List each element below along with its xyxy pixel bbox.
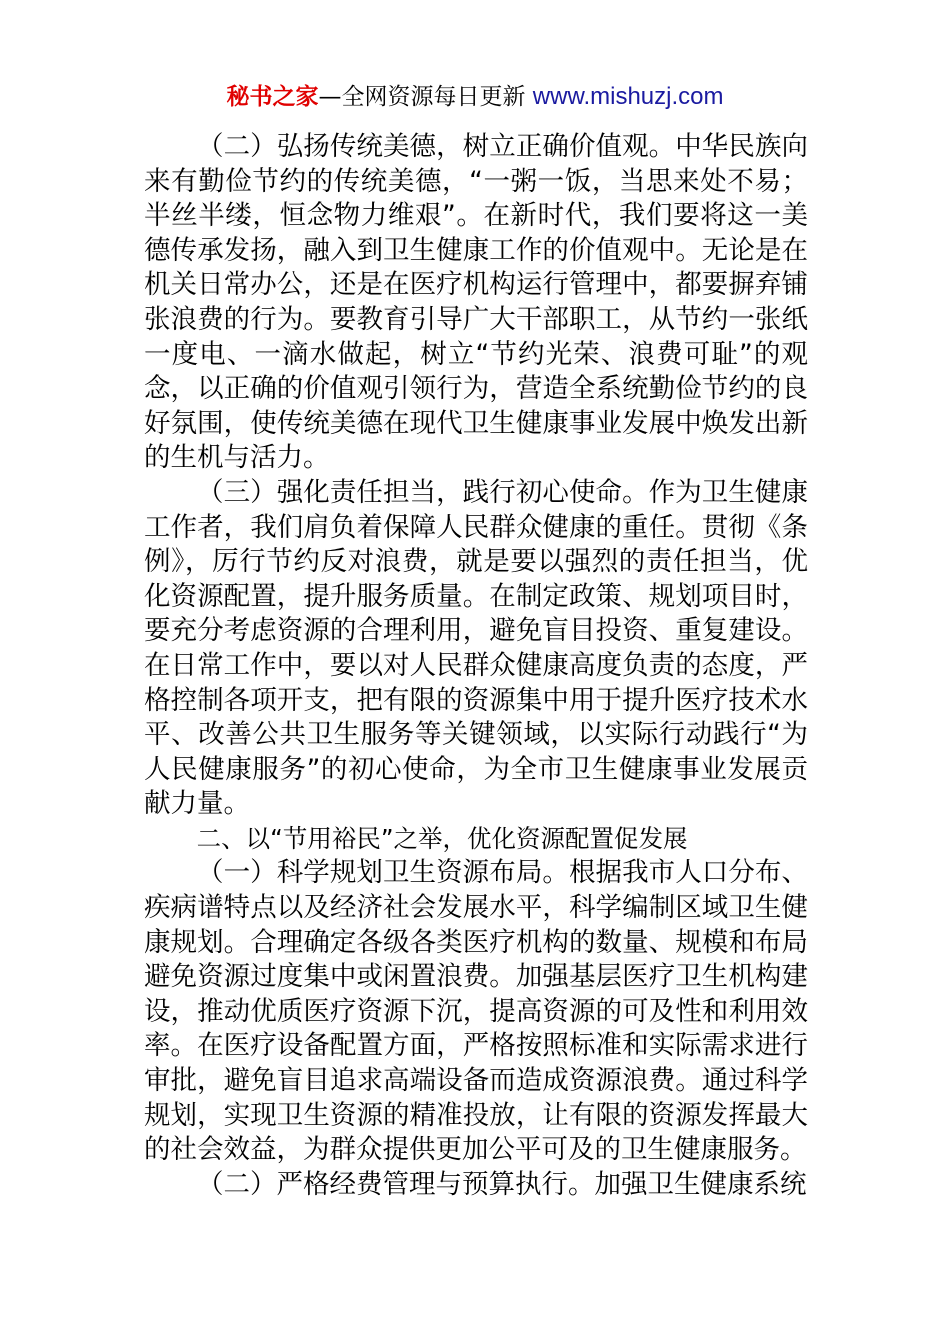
site-brand: 秘书之家	[226, 84, 319, 110]
paragraph: （一）科学规划卫生资源布局。根据我市人口分布、疾病谱特点以及经济社会发展水平，科学编制区域卫生健康规划。合理确定各级各类医疗机构的数量、规模和布局避免资源过度集中或闲置浪费。加强基层医疗卫生机构建设，推动优质医疗资源下沉，提高资源的可及性和利用效率。在医疗设备配置方面，严格按照标准和实际需求进行审批，避免盲目追求高端设备而造成资源浪费。通过科学规划，实现卫生资源的精准投放，让有限的资源发挥最大的社会效益，为群众提供更加公平可及的卫生健康服务。	[144, 857, 808, 1166]
site-tagline: —全网资源每日更新	[318, 84, 526, 110]
site-header	[0, 82, 950, 112]
paragraph: （二）严格经费管理与预算执行。加强卫生健康系统	[197, 1168, 807, 1200]
paragraph: （二）弘扬传统美德，树立正确价值观。中华民族向来有勤俭节约的传统美德，“一粥一饭，当思来处不易；半丝半缕，恒念物力维艰”。在新时代，我们要将这一美德传承发扬，融入到卫生健康工作的价值观中。无论是在机关日常办公，还是在医疗机构运行管理中，都要摒弃铺张浪费的行为。要教育引导广大干部职工，从节约一张纸一度电、一滴水做起，树立“节约光荣、浪费可耻”的观念，以正确的价值观引领行为，营造全系统勤俭节约的良好氛围，使传统美德在现代卫生健康事业发展中焕发出新的生机与活力。	[144, 131, 808, 474]
section-heading: 二、以“节用裕民”之举，优化资源配置促发展	[196, 823, 688, 853]
paragraph: （三）强化责任担当，践行初心使命。作为卫生健康工作者，我们肩负着保障人民群众健康的重任。贯彻《条例》，厉行节约反对浪费，就是要以强烈的责任担当，优化资源配置，提升服务质量。在制定政策、规划项目时，要充分考虑资源的合理利用，避免盲目投资、重复建设。在日常工作中，要以对人民群众健康高度负责的态度，严格控制各项开支，把有限的资源集中用于提升医疗技术水平、改善公共卫生服务等关键领域，以实际行动践行“为人民健康服务”的初心使命，为全市卫生健康事业发展贡献力量。	[144, 476, 808, 820]
document-body	[144, 130, 808, 1202]
site-url-link[interactable]: www.mishuzj.com	[532, 83, 724, 110]
